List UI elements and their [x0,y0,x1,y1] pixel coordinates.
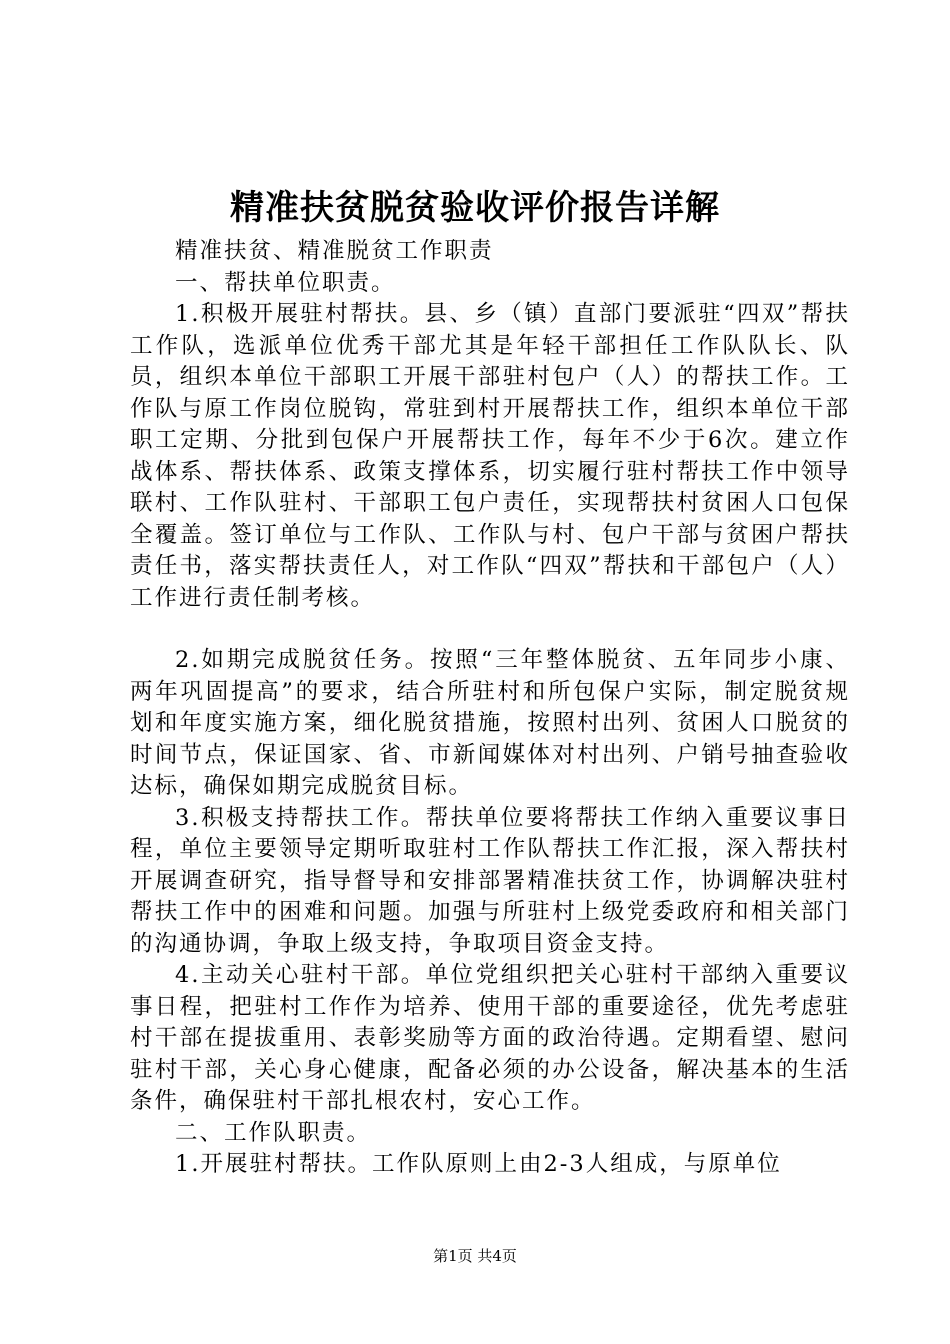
paragraph-1-3: 3.积极支持帮扶工作。帮扶单位要将帮扶工作纳入重要议事日程，单位主要领导定期听取驻村工作队帮扶工作汇报，深入帮扶村开展调查研究，指导督导和安排部署精准扶贫工作，协调解决驻村帮扶工作中的困难和问题。加强与所驻村上级党委政府和相关部门的沟通协调，争取上级支持，争取项目资金支持。 [130,804,850,957]
document-body [130,236,850,1181]
document-title: 精准扶贫脱贫验收评价报告详解 [230,188,720,228]
paragraph-1-1: 1.积极开展驻村帮扶。县、乡（镇）直部门要派驻“四双”帮扶工作队，选派单位优秀干部尤其是年轻干部担任工作队队长、队员，组织本单位干部职工开展干部驻村包户（人）的帮扶工作。工作队与原工作岗位脱钩，常驻到村开展帮扶工作，组织本单位干部职工定期、分批到包保户开展帮扶工作，每年不少于6次。建立作战体系、帮扶体系、政策支撑体系，切实履行驻村帮扶工作中领导联村、工作队驻村、干部职工包户责任，实现帮扶村贫困人口包保全覆盖。签订单位与工作队、工作队与村、包户干部与贫困户帮扶责任书，落实帮扶责任人，对工作队“四双”帮扶和干部包户（人）工作进行责任制考核。 [130,301,850,611]
paragraph-2-1: 1.开展驻村帮扶。工作队原则上由2-3人组成，与原单位 [175,1151,782,1177]
section-heading-2: 二、工作队职责。 [175,1119,372,1146]
page-number: 第1页 共4页 [433,1247,517,1265]
paragraph-1-4: 4.主动关心驻村干部。单位党组织把关心驻村干部纳入重要议事日程，把驻村工作作为培养、使用干部的重要途径，优先考虑驻村干部在提拔重用、表彰奖励等方面的政治待遇。定期看望、慰问驻村干部，关心身心健康，配备必须的办公设备，解决基本的生活条件，确保驻村干部扎根农村，安心工作。 [130,962,850,1114]
paragraph-1-2: 2.如期完成脱贫任务。按照“三年整体脱贫、五年同步小康、两年巩固提高”的要求，结合所驻村和所包保户实际，制定脱贫规划和年度实施方案，细化脱贫措施，按照村出列、贫困人口脱贫的时间节点，保证国家、省、市新闻媒体对村出列、户销号抽查验收达标，确保如期完成脱贫目标。 [130,647,850,799]
section-heading-1: 一、帮扶单位职责。 [175,269,396,296]
body-heading: 精准扶贫、精准脱贫工作职责 [175,238,494,264]
